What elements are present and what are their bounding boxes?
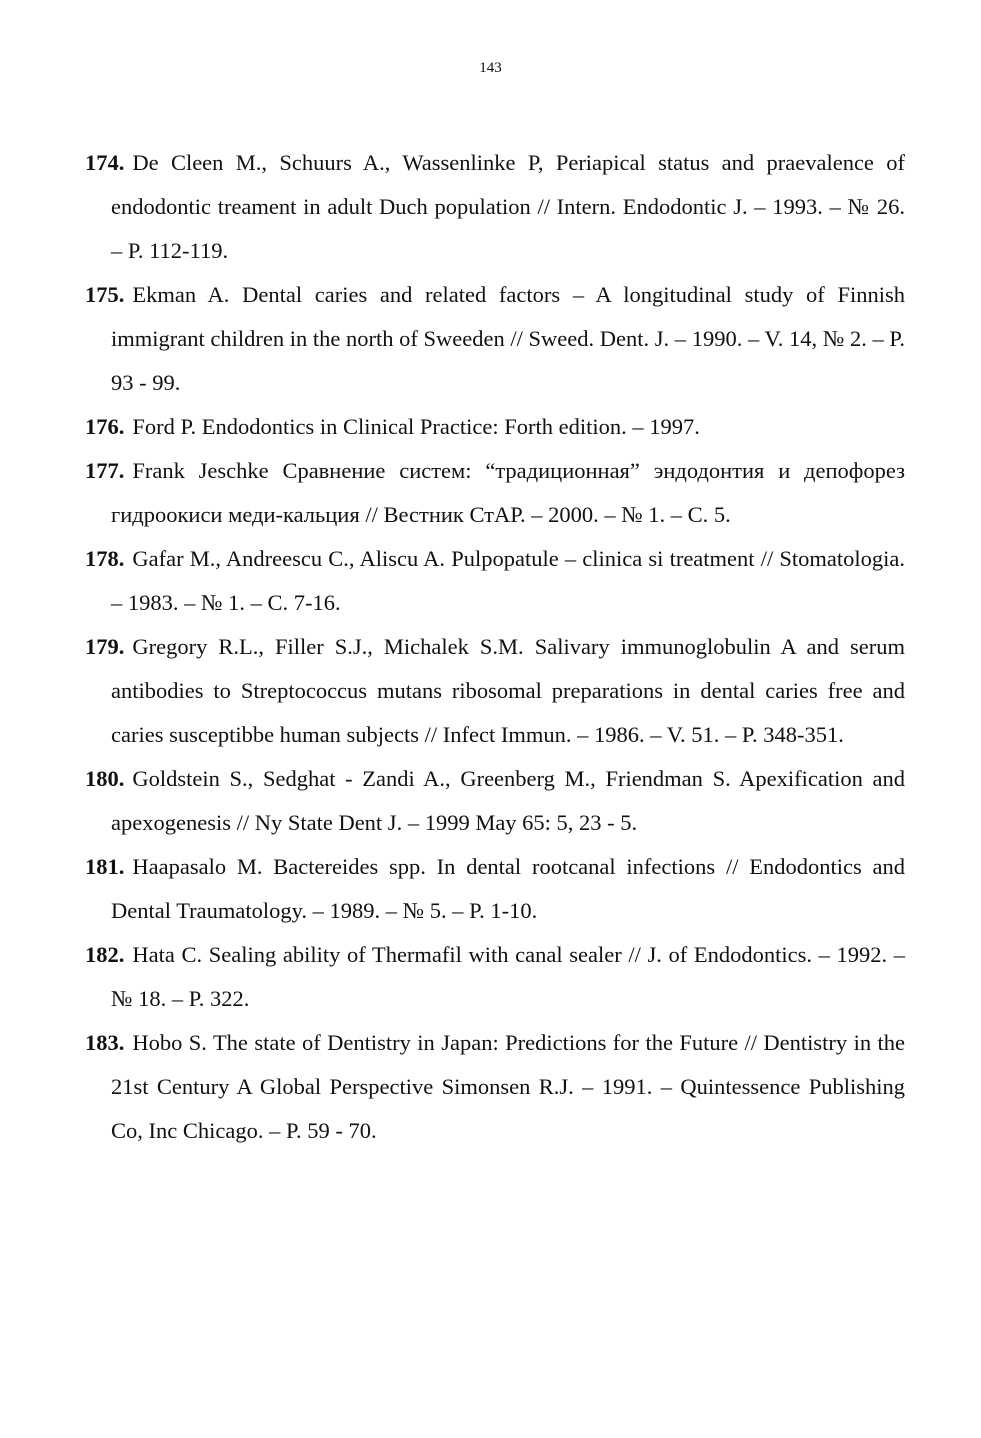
reference-number: 176.: [85, 414, 125, 439]
reference-text: Gregory R.L., Filler S.J., Michalek S.M. Salivary immunoglobulin A and serum antibodies to Streptococcus mutans ribosomal preparations in dental caries free and caries susceptibbe human subjects // Infect Immun. – 1986. – V. 51. – P. 348-351.: [111, 634, 905, 747]
reference-number: 175.: [85, 282, 125, 307]
reference-number: 174.: [85, 150, 125, 175]
reference-number: 179.: [85, 634, 125, 659]
reference-text: Ford P. Endodontics in Clinical Practice: Forth edition. – 1997.: [132, 414, 700, 439]
reference-number: 180.: [85, 766, 125, 791]
reference-item: [85, 845, 905, 933]
reference-text: Frank Jeschke Сравнение систем: “традиционная” эндодонтия и депофорез гидроокиси меди-кальция // Вестник СтАР. – 2000. – № 1. – С. 5.: [111, 458, 905, 527]
reference-item: [85, 537, 905, 625]
reference-number: 178.: [85, 546, 125, 571]
reference-text: Hata C. Sealing ability of Thermafil with canal sealer // J. of Endodontics. – 1992. – № 18. – P. 322.: [111, 942, 905, 1011]
reference-text: Gafar M., Andreescu C., Aliscu A. Pulpopatule – clinica si treatment // Stomatologia. – 1983. – № 1. – С. 7-16.: [111, 546, 905, 615]
reference-text: Ekman A. Dental caries and related factors – A longitudinal study of Finnish immigrant children in the north of Sweeden // Sweed. Dent. J. – 1990. – V. 14, № 2. – P. 93 - 99.: [111, 282, 905, 395]
reference-list: [85, 141, 905, 1153]
reference-item: [85, 625, 905, 757]
reference-item: [85, 449, 905, 537]
reference-item: [85, 933, 905, 1021]
reference-item: [85, 273, 905, 405]
page-number: 143: [479, 60, 502, 76]
reference-text: Hobo S. The state of Dentistry in Japan: Predictions for the Future // Dentistry in the 21st Century A Global Perspective Simonsen R.J. – 1991. – Quintessence Publishing Co, Inc Chicago. – P. 59 - 70.: [111, 1030, 905, 1143]
reference-number: 177.: [85, 458, 125, 483]
reference-text: Haapasalo M. Bactereides spp. In dental rootcanal infections // Endodontics and Dental Traumatology. – 1989. – № 5. – P. 1-10.: [111, 854, 905, 923]
reference-item: [85, 757, 905, 845]
reference-item: [85, 1021, 905, 1153]
reference-item: [85, 405, 905, 449]
reference-item: [85, 141, 905, 273]
reference-number: 183.: [85, 1030, 125, 1055]
reference-number: 181.: [85, 854, 125, 879]
reference-text: De Cleen M., Schuurs A., Wassenlinke P, Periapical status and praevalence of endodontic treament in adult Duch population // Intern. Endodontic J. – 1993. – № 26. – P. 112-119.: [111, 150, 905, 263]
reference-number: 182.: [85, 942, 125, 967]
reference-text: Goldstein S., Sedghat - Zandi A., Greenberg M., Friendman S. Apexification and apexogenesis // Ny State Dent J. – 1999 May 65: 5, 23 - 5.: [111, 766, 905, 835]
